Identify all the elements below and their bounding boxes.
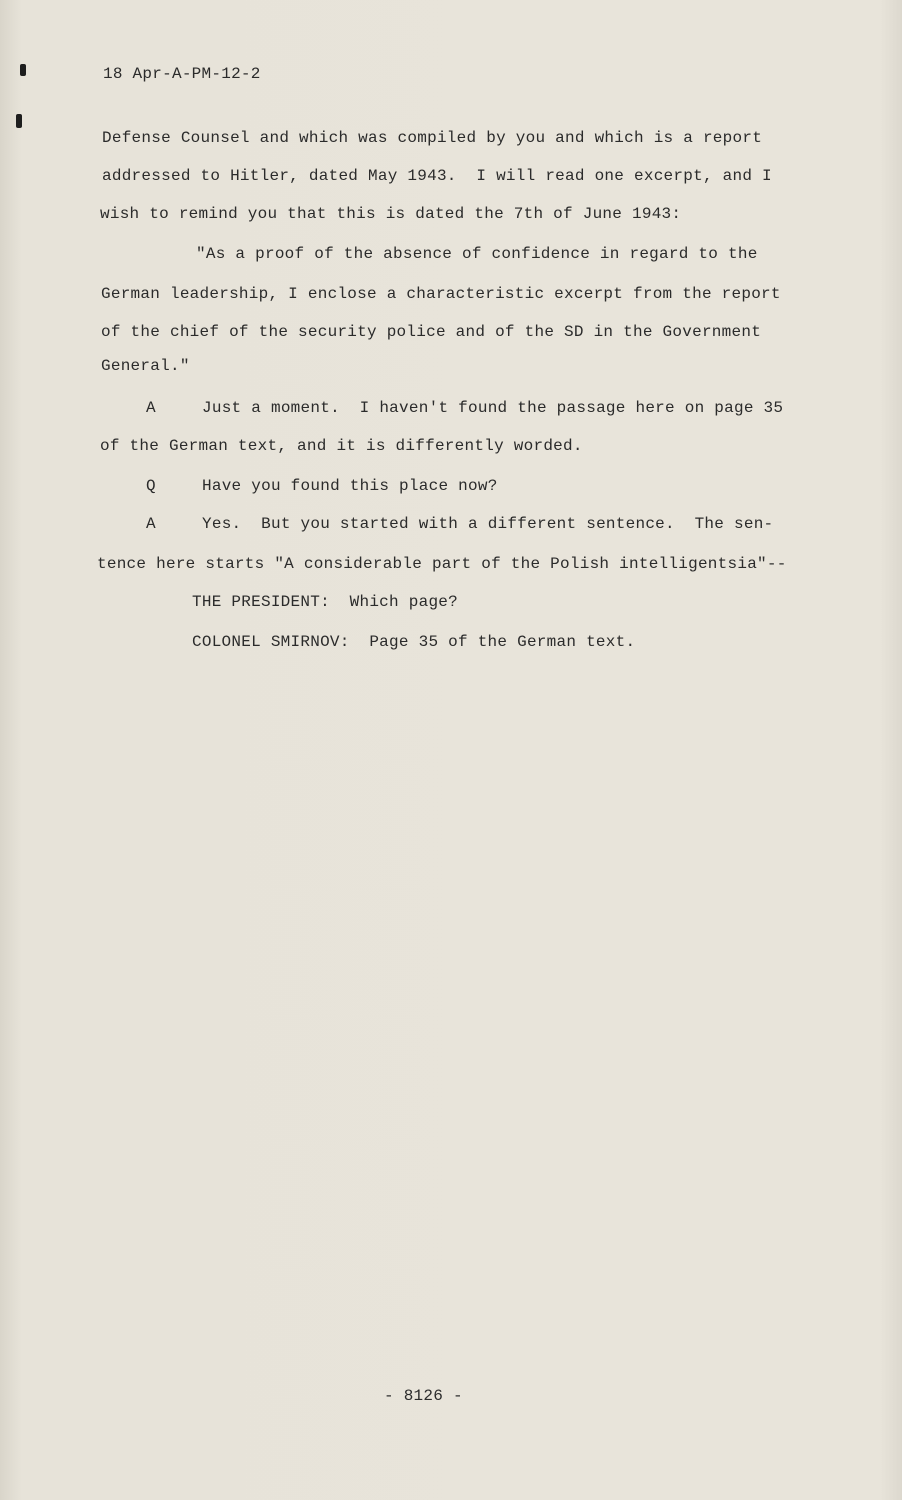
quote-line: "As a proof of the absence of confidence in regard to the (196, 245, 758, 263)
punch-hole-mark (16, 114, 22, 128)
document-reference: 18 Apr-A-PM-12-2 (103, 65, 261, 83)
answer-line (146, 398, 783, 418)
paragraph-line: Defense Counsel and which was compiled by you and which is a report (102, 129, 763, 147)
speaker-label: A (146, 515, 156, 533)
speaker-label: Q (146, 477, 156, 495)
answer-text: Just a moment. I haven't found the passage here on page 35 (202, 399, 784, 417)
question-text: Have you found this place now? (202, 477, 498, 495)
answer-continuation: tence here starts "A considerable part of the Polish intelligentsia"-- (97, 555, 787, 573)
president-remark: THE PRESIDENT: Which page? (192, 593, 458, 611)
paragraph-line: addressed to Hitler, dated May 1943. I will read one excerpt, and I (102, 167, 772, 185)
page-number: - 8126 - (384, 1387, 463, 1405)
question-line (146, 476, 498, 496)
smirnov-remark: COLONEL SMIRNOV: Page 35 of the German text. (192, 633, 636, 651)
punch-hole-mark (20, 64, 26, 76)
paragraph-line: wish to remind you that this is dated the 7th of June 1943: (100, 205, 682, 223)
quote-line: German leadership, I enclose a characteristic excerpt from the report (101, 285, 781, 303)
answer-continuation: of the German text, and it is differently worded. (100, 437, 583, 455)
answer-text: Yes. But you started with a different sentence. The sen- (202, 515, 774, 533)
quote-line: of the chief of the security police and of the SD in the Government (101, 323, 762, 341)
quote-line: General." (101, 357, 190, 375)
speaker-label: A (146, 399, 156, 417)
answer-line (146, 514, 773, 534)
